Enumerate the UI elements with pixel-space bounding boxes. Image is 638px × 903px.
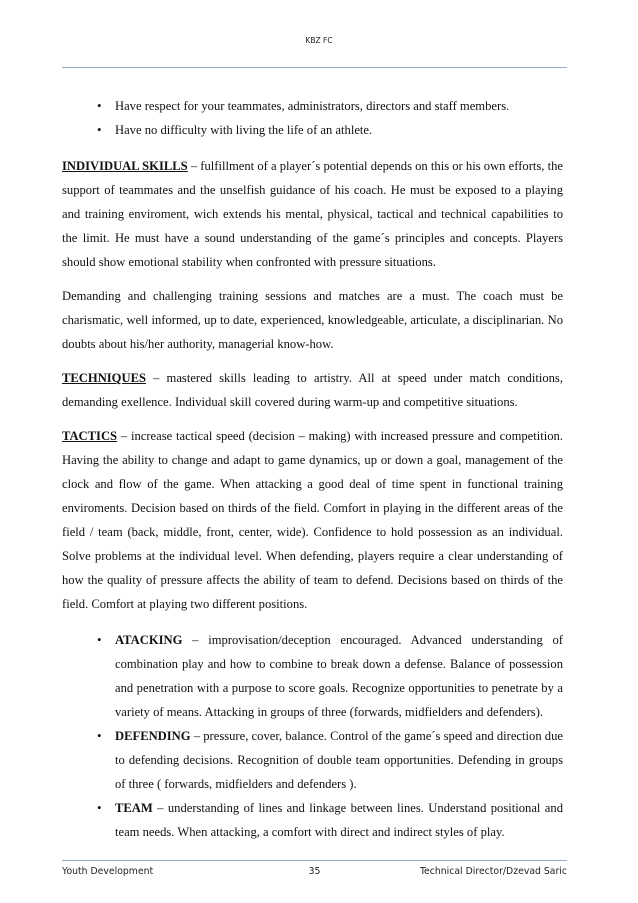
list-item-attacking bbox=[62, 628, 563, 724]
list-item-team bbox=[62, 796, 563, 844]
heading-individual-skills: INDIVIDUAL SKILLS bbox=[62, 159, 188, 173]
page-body bbox=[62, 94, 563, 844]
footer-right: Technical Director/Dzevad Saric bbox=[419, 866, 567, 877]
paragraph-text: – fulfillment of a player´s potential depends on this or his own efforts, the support of teammates and the unselfish guidance of his coach. He must be exposed to a playing and training enviroment, wich extends his mental, physical, tactical and technical capabilities to the limit. He must have a sound understanding of the game´s principles and concepts. Players should show emotional stability when confronted with pressure situations. bbox=[62, 159, 563, 269]
paragraph-tactics bbox=[62, 424, 563, 616]
paragraph-individual-skills bbox=[62, 154, 563, 274]
item-lead: TEAM bbox=[115, 801, 153, 815]
paragraph-text: – mastered skills leading to artistry. All at speed under match conditions, demanding exellence. Individual skill covered during warm-up and competitive situations. bbox=[62, 371, 563, 409]
header-divider bbox=[62, 67, 567, 68]
list-item-defending bbox=[62, 724, 563, 796]
bullet-list-tactics bbox=[62, 628, 563, 844]
list-item: • Have respect for your teammates, administrators, directors and staff members. bbox=[62, 94, 563, 118]
heading-tactics: TACTICS bbox=[62, 429, 118, 443]
list-item: • Have no difficulty with living the life of an athlete. bbox=[62, 118, 563, 142]
item-text: – pressure, cover, balance. Control of the game´s speed and direction due to defending decisions. Recognition of double team opportunities. Defending in groups of three ( forwards, midfielders and defenders ). bbox=[115, 729, 563, 791]
heading-techniques: TECHNIQUES bbox=[62, 371, 146, 385]
page-header: KBZ FC bbox=[305, 36, 333, 45]
page-number: 35 bbox=[308, 866, 321, 877]
paragraph-text: – increase tactical speed (decision – making) with increased pressure and competition. Having the ability to change and adapt to game dynamics, up or down a goal, management of the clock and flow of the game. When attacking a good deal of time spent in functional training enviroments. Decision based on thirds of the field. Comfort in playing in the different areas of the field / team (back, middle, front, center, wide). Confidence to hold possession as an individual. Solve problems at the individual level. When defending, players require a clear understanding of how the quality of pressure affects the ability of team to defend. Decisions based on thirds of the field. Comfort at playing two different positions. bbox=[62, 429, 563, 611]
item-lead: ATACKING bbox=[115, 633, 183, 647]
footer-left: Youth Development bbox=[62, 866, 154, 877]
item-text: – understanding of lines and linkage between lines. Understand positional and team needs. When attacking, a comfort with direct and indirect styles of play. bbox=[115, 801, 563, 839]
paragraph-demanding: Demanding and challenging training sessions and matches are a must. The coach must be charismatic, well informed, up to date, experienced, knowledgeable, articulate, a disciplinarian. No doubts about his/her authority, managerial know-how. bbox=[62, 289, 563, 351]
bullet-list-top bbox=[62, 94, 563, 142]
item-lead: DEFENDING bbox=[115, 729, 191, 743]
item-text: – improvisation/deception encouraged. Advanced understanding of combination play and how to combine to break down a defense. Balance of possession and penetration with a purpose to score goals. Recognize opportunities to penetrate by a variety of means. Attacking in groups of three (forwards, midfielders and defenders). bbox=[115, 633, 563, 719]
paragraph-techniques bbox=[62, 366, 563, 414]
footer-divider bbox=[62, 860, 567, 861]
